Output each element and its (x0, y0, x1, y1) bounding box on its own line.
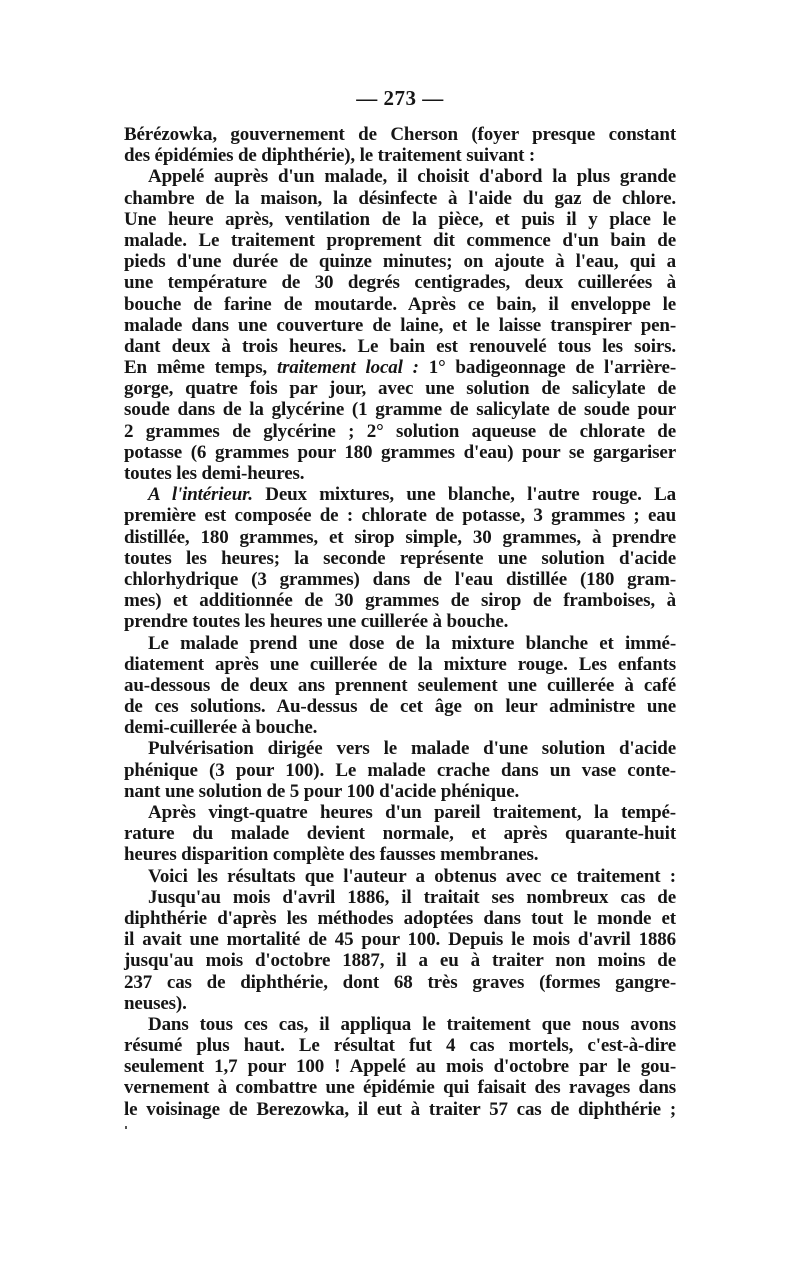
text-line (124, 336, 676, 357)
text-run: toutes les heures; la seconde représente une solution d'acide (124, 547, 676, 569)
text-run: dant deux à trois heures. Le bain est renouvelé tous les soirs. (124, 335, 676, 357)
text-line (124, 251, 676, 272)
text-run: malade dans une couverture de laine, et le laisse transpirer pen- (124, 314, 676, 336)
text-line (124, 781, 676, 802)
text-line (124, 1035, 676, 1056)
text-run: Dans tous ces cas, il appliqua le traitement que nous avons (148, 1013, 676, 1035)
text-run: gorge, quatre fois par jour, avec une solution de salicylate de (124, 378, 676, 400)
text-line (124, 294, 676, 315)
text-line (124, 399, 676, 420)
text-run: première est composée de : chlorate de potasse, 3 grammes ; eau (124, 505, 676, 527)
text-line (124, 1099, 676, 1120)
text-line (124, 844, 676, 865)
text-run: le voisinage de Berezowka, il eut à traiter 57 cas de diphthérie ; (124, 1098, 676, 1120)
text-line (124, 950, 676, 971)
text-run: chambre de la maison, la désinfecte à l'aide du gaz de chlore. (124, 187, 676, 209)
text-run: rature du malade devient normale, et après quarante-huit (124, 823, 676, 845)
text-run: nant une solution de 5 pour 100 d'acide phénique. (124, 780, 520, 802)
text-run: phénique (3 pour 100). Le malade crache dans un vase conte- (124, 759, 676, 781)
text-run: prendre toutes les heures une cuillerée à bouche. (124, 611, 509, 633)
text-line (124, 654, 676, 675)
text-line (124, 738, 676, 759)
text-line (124, 145, 676, 166)
text-run: diatement après une cuillerée de la mixture rouge. Les enfants (124, 653, 676, 675)
text-line (124, 1056, 676, 1077)
text-run: neuses). (124, 992, 187, 1014)
text-line (124, 463, 676, 484)
text-line (124, 929, 676, 950)
text-run: pieds d'une durée de quinze minutes; on ajoute à l'eau, qui a (124, 251, 676, 273)
text-line (124, 188, 676, 209)
text-run: demi-cuillerée à bouche. (124, 717, 318, 739)
text-line (124, 866, 676, 887)
text-line (124, 442, 676, 463)
text-run: de ces solutions. Au-dessus de cet âge on leur administre une (124, 696, 676, 718)
text-run: toutes les demi-heures. (124, 463, 305, 484)
text-line (124, 569, 676, 590)
text-line (124, 611, 676, 632)
text-run: bouche de farine de moutarde. Après ce bain, il enveloppe le (124, 293, 676, 315)
text-run: une température de 30 degrés centigrades, deux cuillerées à (124, 272, 676, 294)
text-run: jusqu'au mois d'octobre 1887, il a eu à traiter non moins de (124, 950, 676, 972)
text-run: chlorhydrique (3 grammes) dans de l'eau distillée (180 gram- (124, 568, 676, 590)
text-run: des épidémies de diphthérie), le traitement suivant : (124, 145, 536, 167)
text-run: soude dans de la glycérine (1 gramme de salicylate de soude pour (124, 399, 676, 421)
text-run: Jusqu'au mois d'avril 1886, il traitait ses nombreux cas de (148, 886, 676, 908)
text-line (124, 209, 676, 230)
text-line (124, 1014, 676, 1035)
text-run: malade. Le traitement proprement dit commence d'un bain de (124, 229, 676, 251)
text-line (124, 527, 676, 548)
text-line (124, 590, 676, 611)
text-line (124, 230, 676, 251)
text-line (124, 484, 676, 505)
text-line (124, 696, 676, 717)
text-line (124, 717, 676, 738)
text-line (124, 272, 676, 293)
text-run: heures disparition complète des fausses membranes. (124, 844, 539, 866)
text-run: Bérézowka, gouvernement de Cherson (foyer presque constant (124, 124, 676, 145)
text-run: 1° badigeonnage de l'arrière- (418, 357, 677, 379)
text-line (124, 124, 676, 145)
text-line (124, 823, 676, 844)
text-run: Le malade prend une dose de la mixture blanche et immé- (148, 632, 676, 654)
page-number: — 273 — (356, 86, 444, 110)
text-line (124, 993, 676, 1014)
text-line (124, 421, 676, 442)
text-run: Deux mixtures, une blanche, l'autre rouge. La (252, 484, 676, 506)
ink-speck (125, 1126, 127, 1129)
text-line (124, 378, 676, 399)
text-line (124, 633, 676, 654)
text-run: mes) et additionnée de 30 grammes de sirop de framboises, à (124, 590, 676, 612)
text-run: au-dessous de deux ans prennent seulement une cuillerée à café (124, 674, 676, 696)
text-line (124, 972, 676, 993)
text-run: seulement 1,7 pour 100 ! Appelé au mois d'octobre par le gou- (124, 1056, 676, 1078)
text-run: vernement à combattre une épidémie qui faisait des ravages dans (124, 1077, 676, 1099)
text-line (124, 802, 676, 823)
text-run: En même temps, (124, 357, 277, 379)
text-line (124, 166, 676, 187)
text-run: Appelé auprès d'un malade, il choisit d'abord la plus grande (148, 166, 676, 188)
text-run: Voici les résultats que l'auteur a obtenus avec ce traitement : (148, 865, 676, 887)
text-run: 237 cas de diphthérie, dont 68 très graves (formes gangre- (124, 971, 676, 993)
text-line (124, 760, 676, 781)
text-run: résumé plus haut. Le résultat fut 4 cas mortels, c'est-à-dire (124, 1035, 676, 1057)
text-line (124, 675, 676, 696)
italic-text: A l'intérieur. (148, 484, 253, 506)
text-line (124, 315, 676, 336)
text-line (124, 1077, 676, 1098)
text-run: diphthérie d'après les méthodes adoptées dans tout le monde et (124, 907, 676, 929)
text-run: 2 grammes de glycérine ; 2° solution aqueuse de chlorate de (124, 420, 676, 442)
text-run: Pulvérisation dirigée vers le malade d'une solution d'acide (148, 738, 676, 760)
text-run: il avait une mortalité de 45 pour 100. Depuis le mois d'avril 1886 (124, 929, 676, 951)
text-line (124, 548, 676, 569)
text-run: potasse (6 grammes pour 180 grammes d'eau) pour se gargariser (124, 441, 676, 463)
text-line (124, 357, 676, 378)
text-line (124, 887, 676, 908)
italic-text: traitement local : (276, 357, 419, 379)
text-line (124, 505, 676, 526)
text-run: distillée, 180 grammes, et sirop simple, 30 grammes, à prendre (124, 526, 676, 548)
text-run: Une heure après, ventilation de la pièce, et puis il y place le (124, 208, 676, 230)
text-run: Après vingt-quatre heures d'un pareil traitement, la tempé- (148, 802, 676, 823)
text-line (124, 908, 676, 929)
body-text (124, 124, 676, 1120)
